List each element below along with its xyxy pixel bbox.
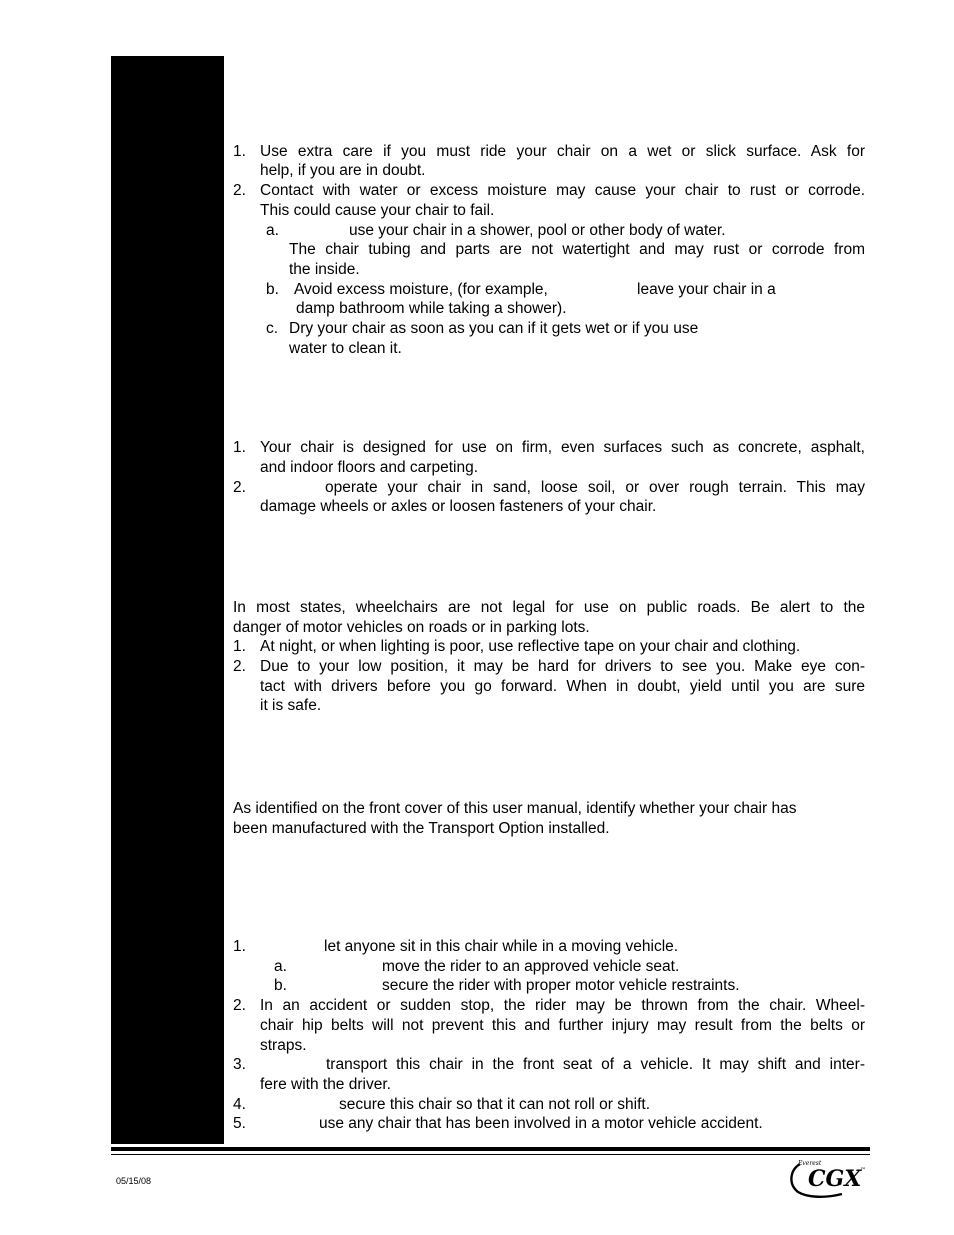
list-item-text: This could cause your chair to fail. — [260, 202, 495, 219]
paragraph-line: As identified on the front cover of this user manual, identify whether your chair has — [233, 800, 797, 817]
list-number: 2. — [233, 182, 246, 199]
sublist-item-text: secure the rider with proper motor vehicle restraints. — [382, 977, 740, 994]
list-item-text: Contact with water or excess moisture may cause your chair to rust or corrode. — [260, 182, 865, 199]
list-item-text: Use extra care if you must ride your chair on a wet or slick surface. Ask for — [260, 143, 865, 160]
paragraph-line: been manufactured with the Transport Option installed. — [233, 820, 610, 837]
list-item-text: transport this chair in the front seat of a vehicle. It may shift and inter- — [326, 1056, 865, 1073]
list-item-text: use any chair that has been involved in a motor vehicle accident. — [319, 1115, 763, 1132]
cgx-logo — [786, 1154, 870, 1200]
list-item-text: At night, or when lighting is poor, use reflective tape on your chair and clothing. — [260, 638, 801, 655]
list-item-text: chair hip belts will not prevent this and further injury may result from the belts or — [260, 1017, 865, 1034]
list-item-text: help, if you are in doubt. — [260, 162, 426, 179]
list-item-text: and indoor floors and carpeting. — [260, 459, 479, 476]
list-item-text: tact with drivers before you go forward. When in doubt, yield until you are sure — [260, 678, 865, 695]
sublist-letter: a. — [274, 958, 287, 975]
footer-rule-thick — [111, 1147, 870, 1151]
list-item-text: Your chair is designed for use on firm, even surfaces such as concrete, asphalt, — [260, 439, 865, 456]
footer-date: 05/15/08 — [116, 1176, 152, 1186]
list-item-text: operate your chair in sand, loose soil, or over rough terrain. This may — [325, 479, 865, 496]
list-number: 1. — [233, 638, 246, 655]
list-number: 4. — [233, 1096, 246, 1113]
list-item-text: fere with the driver. — [260, 1076, 391, 1093]
footer-rule-thin — [111, 1154, 870, 1155]
list-number: 1. — [233, 439, 246, 456]
sublist-item-text: leave your chair in a — [637, 281, 776, 298]
sublist-letter: c. — [266, 320, 279, 337]
sublist-item-text: damp bathroom while taking a shower). — [296, 300, 567, 317]
sublist-item-text: use your chair in a shower, pool or other body of water. — [349, 222, 726, 239]
list-item-text: damage wheels or axles or loosen fasteners of your chair. — [260, 498, 657, 515]
list-item-text: secure this chair so that it can not roll or shift. — [339, 1096, 650, 1113]
list-number: 1. — [233, 938, 246, 955]
sublist-letter: b. — [274, 977, 287, 994]
sublist-item-text: Avoid excess moisture, (for example, — [294, 281, 548, 298]
sublist-letter: a. — [266, 222, 279, 239]
paragraph-line: danger of motor vehicles on roads or in parking lots. — [233, 619, 590, 636]
black-sidebar-bar — [111, 56, 224, 1144]
list-item-text: Due to your low position, it may be hard for drivers to see you. Make eye con- — [260, 658, 865, 675]
sublist-item-text: Dry your chair as soon as you can if it gets wet or if you use — [289, 320, 699, 337]
sublist-item-text: the inside. — [289, 261, 360, 278]
list-number: 3. — [233, 1056, 246, 1073]
sublist-item-text: water to clean it. — [289, 340, 402, 357]
list-item-text: let anyone sit in this chair while in a moving vehicle. — [324, 938, 679, 955]
list-number: 5. — [233, 1115, 246, 1132]
list-number: 2. — [233, 658, 246, 675]
list-number: 2. — [233, 479, 246, 496]
logo-trademark: ™ — [860, 1167, 866, 1174]
logo-text: CGX — [808, 1166, 862, 1192]
sublist-letter: b. — [266, 281, 279, 298]
sublist-item-text: move the rider to an approved vehicle seat. — [382, 958, 680, 975]
list-item-text: In an accident or sudden stop, the rider may be thrown from the chair. Wheel- — [260, 997, 865, 1014]
list-item-text: it is safe. — [260, 697, 322, 714]
sublist-item-text: The chair tubing and parts are not watertight and may rust or corrode from — [289, 241, 865, 258]
logo-small-text: Everest — [798, 1160, 822, 1167]
list-item-text: straps. — [260, 1037, 307, 1054]
list-number: 1. — [233, 143, 246, 160]
list-number: 2. — [233, 997, 246, 1014]
paragraph-line: In most states, wheelchairs are not legal for use on public roads. Be alert to the — [233, 599, 865, 616]
